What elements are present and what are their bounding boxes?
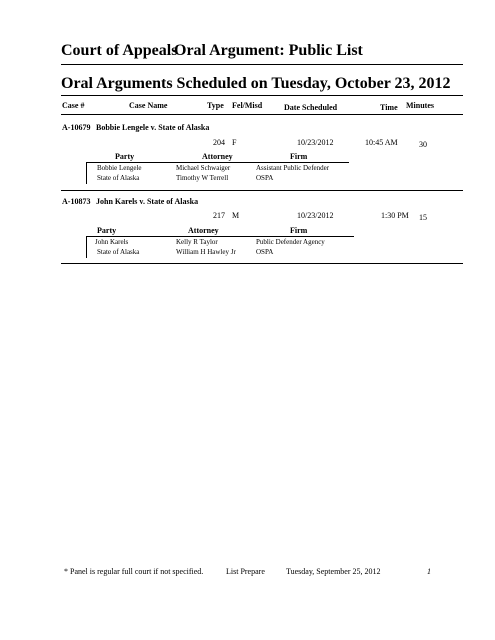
party-name: John Karels — [95, 238, 129, 246]
case-type: 217 — [213, 211, 225, 220]
title-rule — [61, 64, 463, 65]
firm-header: Firm — [290, 226, 308, 235]
party-attorney: William H Hawley Jr — [176, 248, 236, 256]
subtitle-rule — [61, 95, 463, 96]
col-header-type: Type — [207, 101, 224, 110]
case-separator-rule — [61, 190, 463, 191]
court-title: Court of Appeals — [61, 42, 178, 59]
party-attorney: Kelly R Taylor — [176, 238, 218, 246]
case-date: 10/23/2012 — [297, 211, 334, 220]
party-attorney: Timothy W Terrell — [176, 174, 229, 182]
party-firm: OSPA — [256, 248, 274, 256]
header-rule — [61, 114, 463, 115]
footer-prepared-date: Tuesday, September 25, 2012 — [286, 567, 381, 576]
case-date: 10/23/2012 — [297, 138, 334, 147]
case-separator-rule — [61, 263, 463, 264]
case-type: 204 — [213, 138, 225, 147]
party-header: Party — [115, 152, 135, 161]
list-title: Oral Argument: Public List — [174, 42, 363, 59]
case-name: John Karels v. State of Alaska — [96, 197, 199, 206]
party-firm: Public Defender Agency — [256, 238, 325, 246]
case-fel-misd: F — [232, 138, 237, 147]
case-minutes: 30 — [419, 140, 427, 149]
party-table-left-border — [86, 162, 87, 184]
party-table-rule — [86, 162, 349, 163]
col-header-time: Time — [380, 103, 398, 112]
party-table-left-border — [86, 236, 87, 258]
case-name: Bobbie Lengele v. State of Alaska — [96, 123, 210, 132]
party-table-rule — [86, 236, 354, 237]
col-header-case-name: Case Name — [129, 101, 168, 110]
party-name: State of Alaska — [97, 174, 140, 182]
case-minutes: 15 — [419, 213, 427, 222]
footer-prepared-label: List Prepare — [226, 567, 265, 576]
page-subtitle: Oral Arguments Scheduled on Tuesday, October 23, 2012 — [61, 75, 451, 92]
col-header-date-scheduled: Date Scheduled — [284, 103, 338, 112]
footer-note: * Panel is regular full court if not specified. — [64, 567, 204, 576]
case-fel-misd: M — [232, 211, 240, 220]
attorney-header: Attorney — [188, 226, 219, 235]
party-header: Party — [97, 226, 117, 235]
party-name: State of Alaska — [97, 248, 140, 256]
party-firm: OSPA — [256, 174, 274, 182]
col-header-case-no: Case # — [62, 101, 85, 110]
attorney-header: Attorney — [202, 152, 233, 161]
party-attorney: Michael Schwaiger — [176, 164, 231, 172]
case-number: A-10873 — [62, 197, 91, 206]
col-header-minutes: Minutes — [406, 101, 434, 110]
firm-header: Firm — [290, 152, 308, 161]
case-time: 1:30 PM — [381, 211, 409, 220]
page-number: 1 — [427, 567, 431, 576]
party-name: Bobbie Lengele — [97, 164, 142, 172]
col-header-fel-misd: Fel/Misd — [232, 101, 263, 110]
case-time: 10:45 AM — [365, 138, 398, 147]
party-firm: Assistant Public Defender — [256, 164, 330, 172]
case-number: A-10679 — [62, 123, 91, 132]
